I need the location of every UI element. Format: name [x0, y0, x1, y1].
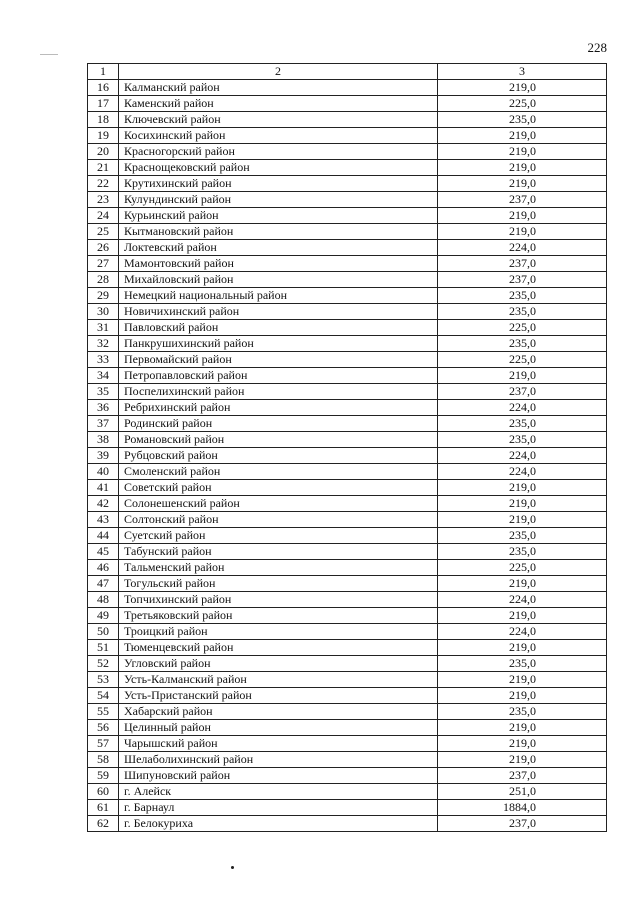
- table-row: [88, 368, 607, 384]
- district-value: 1884,0: [438, 800, 607, 816]
- table-row: [88, 560, 607, 576]
- row-number: 61: [88, 800, 119, 816]
- district-value: 235,0: [438, 656, 607, 672]
- district-value: 235,0: [438, 704, 607, 720]
- row-number: 22: [88, 176, 119, 192]
- district-name: Кулундинский район: [119, 192, 438, 208]
- table-row: [88, 320, 607, 336]
- district-value: 219,0: [438, 496, 607, 512]
- district-name: г. Алейск: [119, 784, 438, 800]
- district-name: Смоленский район: [119, 464, 438, 480]
- row-number: 19: [88, 128, 119, 144]
- district-value: 219,0: [438, 512, 607, 528]
- row-number: 30: [88, 304, 119, 320]
- row-number: 37: [88, 416, 119, 432]
- table-row: [88, 176, 607, 192]
- district-value: 219,0: [438, 208, 607, 224]
- district-value: 219,0: [438, 608, 607, 624]
- row-number: 47: [88, 576, 119, 592]
- district-name: Тальменский район: [119, 560, 438, 576]
- row-number: 53: [88, 672, 119, 688]
- table-header: [88, 64, 607, 80]
- row-number: 33: [88, 352, 119, 368]
- table-row: [88, 512, 607, 528]
- district-name: Чарышский район: [119, 736, 438, 752]
- row-number: 56: [88, 720, 119, 736]
- district-value: 219,0: [438, 688, 607, 704]
- header-row: [88, 64, 607, 80]
- district-value: 219,0: [438, 752, 607, 768]
- table-row: [88, 336, 607, 352]
- district-value: 235,0: [438, 432, 607, 448]
- district-value: 235,0: [438, 288, 607, 304]
- district-name: Петропавловский район: [119, 368, 438, 384]
- district-name: Мамонтовский район: [119, 256, 438, 272]
- row-number: 54: [88, 688, 119, 704]
- district-value: 237,0: [438, 272, 607, 288]
- table-row: [88, 816, 607, 832]
- table-row: [88, 576, 607, 592]
- row-number: 50: [88, 624, 119, 640]
- table-row: [88, 352, 607, 368]
- district-value: 219,0: [438, 80, 607, 96]
- table-row: [88, 688, 607, 704]
- row-number: 16: [88, 80, 119, 96]
- row-number: 46: [88, 560, 119, 576]
- row-number: 18: [88, 112, 119, 128]
- district-name: Тогульский район: [119, 576, 438, 592]
- district-name: Романовский район: [119, 432, 438, 448]
- district-name: Усть-Пристанский район: [119, 688, 438, 704]
- district-value: 235,0: [438, 416, 607, 432]
- table-row: [88, 528, 607, 544]
- district-name: Курьинский район: [119, 208, 438, 224]
- table-row: [88, 272, 607, 288]
- table-row: [88, 256, 607, 272]
- table-row: [88, 672, 607, 688]
- district-name: Табунский район: [119, 544, 438, 560]
- district-value: 224,0: [438, 464, 607, 480]
- table-body: [88, 80, 607, 832]
- district-name: Михайловский район: [119, 272, 438, 288]
- table-row: [88, 736, 607, 752]
- table-row: [88, 704, 607, 720]
- row-number: 29: [88, 288, 119, 304]
- table-row: [88, 640, 607, 656]
- table-row: [88, 480, 607, 496]
- district-value: 235,0: [438, 528, 607, 544]
- district-value: 219,0: [438, 480, 607, 496]
- table-row: [88, 752, 607, 768]
- district-name: Хабарский район: [119, 704, 438, 720]
- district-name: Рубцовский район: [119, 448, 438, 464]
- table-row: [88, 432, 607, 448]
- district-name: Крутихинский район: [119, 176, 438, 192]
- district-name: Поспелихинский район: [119, 384, 438, 400]
- district-name: Целинный район: [119, 720, 438, 736]
- table-row: [88, 192, 607, 208]
- table-row: [88, 112, 607, 128]
- district-name: Калманский район: [119, 80, 438, 96]
- row-number: 43: [88, 512, 119, 528]
- district-value: 237,0: [438, 384, 607, 400]
- district-value: 224,0: [438, 592, 607, 608]
- table-row: [88, 416, 607, 432]
- district-name: Панкрушихинский район: [119, 336, 438, 352]
- district-value: 219,0: [438, 672, 607, 688]
- table-row: [88, 144, 607, 160]
- district-name: Советский район: [119, 480, 438, 496]
- district-name: Топчихинский район: [119, 592, 438, 608]
- district-value: 219,0: [438, 144, 607, 160]
- page-number: 228: [587, 40, 607, 55]
- table-row: [88, 80, 607, 96]
- district-value: 219,0: [438, 640, 607, 656]
- table-row: [88, 784, 607, 800]
- table-row: [88, 544, 607, 560]
- header-col-2: 2: [119, 64, 438, 80]
- district-value: 235,0: [438, 336, 607, 352]
- table-row: [88, 384, 607, 400]
- table-row: [88, 160, 607, 176]
- district-name: Третьяковский район: [119, 608, 438, 624]
- district-name: Угловский район: [119, 656, 438, 672]
- district-value: 224,0: [438, 448, 607, 464]
- district-name: г. Белокуриха: [119, 816, 438, 832]
- table-row: [88, 208, 607, 224]
- district-name: Ребрихинский район: [119, 400, 438, 416]
- district-name: Каменский район: [119, 96, 438, 112]
- district-name: Солонешенский район: [119, 496, 438, 512]
- table-row: [88, 656, 607, 672]
- district-value: 219,0: [438, 128, 607, 144]
- row-number: 62: [88, 816, 119, 832]
- district-name: Солтонский район: [119, 512, 438, 528]
- district-value: 219,0: [438, 576, 607, 592]
- row-number: 17: [88, 96, 119, 112]
- table-row: [88, 496, 607, 512]
- district-name: Кытмановский район: [119, 224, 438, 240]
- district-value: 219,0: [438, 160, 607, 176]
- data-table: [87, 63, 607, 832]
- district-value: 224,0: [438, 240, 607, 256]
- district-value: 224,0: [438, 624, 607, 640]
- district-value: 219,0: [438, 224, 607, 240]
- district-name: Тюменцевский район: [119, 640, 438, 656]
- district-name: г. Барнаул: [119, 800, 438, 816]
- header-col-3: 3: [438, 64, 607, 80]
- row-number: 57: [88, 736, 119, 752]
- row-number: 45: [88, 544, 119, 560]
- table-row: [88, 720, 607, 736]
- district-value: 237,0: [438, 256, 607, 272]
- table-row: [88, 800, 607, 816]
- row-number: 44: [88, 528, 119, 544]
- table-row: [88, 624, 607, 640]
- row-number: 42: [88, 496, 119, 512]
- row-number: 26: [88, 240, 119, 256]
- row-number: 60: [88, 784, 119, 800]
- district-value: 219,0: [438, 176, 607, 192]
- row-number: 35: [88, 384, 119, 400]
- table-row: [88, 128, 607, 144]
- district-name: Косихинский район: [119, 128, 438, 144]
- district-name: Родинский район: [119, 416, 438, 432]
- table-row: [88, 464, 607, 480]
- table-row: [88, 448, 607, 464]
- district-name: Первомайский район: [119, 352, 438, 368]
- row-number: 41: [88, 480, 119, 496]
- district-value: 219,0: [438, 720, 607, 736]
- district-name: Немецкий национальный район: [119, 288, 438, 304]
- row-number: 59: [88, 768, 119, 784]
- row-number: 52: [88, 656, 119, 672]
- row-number: 23: [88, 192, 119, 208]
- district-value: 237,0: [438, 768, 607, 784]
- scan-artifact-line: [40, 54, 58, 55]
- district-name: Ключевский район: [119, 112, 438, 128]
- district-value: 237,0: [438, 192, 607, 208]
- district-value: 224,0: [438, 400, 607, 416]
- table-row: [88, 96, 607, 112]
- district-name: Красногорский район: [119, 144, 438, 160]
- district-name: Новичихинский район: [119, 304, 438, 320]
- row-number: 36: [88, 400, 119, 416]
- district-value: 219,0: [438, 736, 607, 752]
- district-value: 251,0: [438, 784, 607, 800]
- table-row: [88, 224, 607, 240]
- row-number: 24: [88, 208, 119, 224]
- district-value: 235,0: [438, 544, 607, 560]
- row-number: 27: [88, 256, 119, 272]
- district-name: Суетский район: [119, 528, 438, 544]
- page-dot: [231, 866, 234, 869]
- row-number: 58: [88, 752, 119, 768]
- district-value: 225,0: [438, 352, 607, 368]
- row-number: 25: [88, 224, 119, 240]
- district-value: 235,0: [438, 304, 607, 320]
- district-name: Усть-Калманский район: [119, 672, 438, 688]
- district-value: 225,0: [438, 320, 607, 336]
- table-row: [88, 592, 607, 608]
- row-number: 48: [88, 592, 119, 608]
- district-value: 219,0: [438, 368, 607, 384]
- header-col-1: 1: [88, 64, 119, 80]
- district-value: 235,0: [438, 112, 607, 128]
- row-number: 31: [88, 320, 119, 336]
- district-name: Шелаболихинский район: [119, 752, 438, 768]
- row-number: 40: [88, 464, 119, 480]
- table-row: [88, 400, 607, 416]
- row-number: 28: [88, 272, 119, 288]
- district-name: Шипуновский район: [119, 768, 438, 784]
- row-number: 20: [88, 144, 119, 160]
- district-name: Троицкий район: [119, 624, 438, 640]
- row-number: 55: [88, 704, 119, 720]
- district-value: 237,0: [438, 816, 607, 832]
- district-name: Локтевский район: [119, 240, 438, 256]
- row-number: 51: [88, 640, 119, 656]
- row-number: 38: [88, 432, 119, 448]
- district-value: 225,0: [438, 96, 607, 112]
- row-number: 34: [88, 368, 119, 384]
- district-name: Краснощековский район: [119, 160, 438, 176]
- table-row: [88, 240, 607, 256]
- district-name: Павловский район: [119, 320, 438, 336]
- row-number: 49: [88, 608, 119, 624]
- table-row: [88, 288, 607, 304]
- row-number: 39: [88, 448, 119, 464]
- table-row: [88, 304, 607, 320]
- table-row: [88, 768, 607, 784]
- row-number: 32: [88, 336, 119, 352]
- row-number: 21: [88, 160, 119, 176]
- district-value: 225,0: [438, 560, 607, 576]
- table-row: [88, 608, 607, 624]
